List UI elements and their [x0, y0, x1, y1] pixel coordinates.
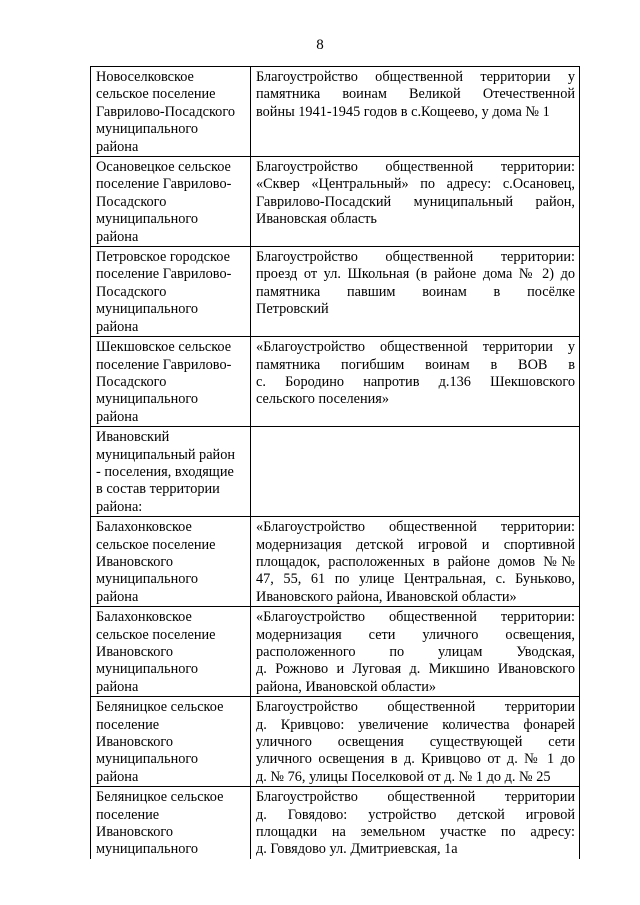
municipality-cell [91, 247, 251, 337]
project-line: площадки на земельном участке по адресу: [256, 824, 575, 841]
municipality-line: муниципальный район [96, 446, 236, 463]
table-row [91, 517, 580, 607]
municipality-line: района [96, 678, 139, 695]
project-line: д. Кривцово: увеличение количества фонарей [256, 716, 575, 733]
municipality-line: в состав территории [96, 481, 220, 498]
project-line: модернизация детской игровой и спортивной [256, 536, 575, 553]
project-cell [251, 607, 580, 697]
table-row [91, 157, 580, 247]
municipality-line: Осановецкое сельское [96, 159, 231, 176]
project-line: Благоустройство общественной территории [256, 699, 575, 716]
project-line: войны 1941-1945 годов в с.Кощеево, у дома № 1 [256, 103, 550, 120]
project-cell [251, 157, 580, 247]
municipality-line: муниципального [96, 661, 199, 678]
municipality-line: Ивановского [96, 553, 174, 570]
municipality-line: района: [96, 498, 143, 515]
project-line: «Благоустройство общественной территории у [256, 339, 575, 356]
municipality-line: поселение [96, 716, 160, 733]
municipality-line: муниципального [96, 841, 199, 858]
project-cell [251, 67, 580, 157]
project-line: Благоустройство общественной территории: [256, 159, 575, 176]
project-line: 47, 55, 61 по улице Центральная, с. Буньково, [256, 571, 575, 588]
municipality-line: сельское поселение [96, 86, 216, 103]
project-line: «Сквер «Центральный» по адресу: с.Осановец, [256, 176, 575, 193]
page-number: 8 [316, 37, 324, 53]
municipality-line: муниципального [96, 121, 199, 138]
project-line: д. № 76, улицы Поселковой от д. № 1 до д. № 25 [256, 768, 551, 785]
municipality-line: муниципального [96, 571, 199, 588]
project-line: Ивановская область [256, 211, 377, 228]
municipality-cell [91, 517, 251, 607]
municipality-line: сельское поселение [96, 626, 216, 643]
table-row [91, 607, 580, 697]
municipality-line: поселение [96, 806, 160, 823]
municipality-line: Шекшовское сельское [96, 339, 232, 356]
municipality-line: района [96, 588, 139, 605]
municipality-line: Ивановского [96, 644, 174, 660]
project-line: памятника воинам Великой Отечественной [256, 86, 575, 103]
municipality-line: Петровское городское [96, 249, 230, 266]
municipality-line: Посадского [96, 373, 167, 390]
municipality-line: района [96, 138, 139, 155]
project-line: «Благоустройство общественной территории: [256, 609, 575, 626]
project-line: д. Говядово: устройство детской игровой [256, 806, 575, 823]
municipality-line: Ивановского [96, 734, 174, 751]
project-cell [251, 787, 580, 859]
municipality-line: муниципального [96, 301, 199, 318]
project-line: Петровский [256, 301, 329, 318]
municipality-line: Гаврилово-Посадского [96, 103, 235, 120]
municipality-line: Беляницкое сельское [96, 699, 224, 716]
project-line: Гаврилово-Посадский муниципальный район, [256, 193, 575, 210]
project-line: «Благоустройство общественной территории: [256, 519, 575, 536]
municipality-line: поселение Гаврилово- [96, 356, 232, 373]
project-cell [251, 427, 580, 517]
project-line: расположенного по улицам Уводская, [256, 644, 575, 660]
project-line: д. Рожново и Луговая д. Микшино Ивановского [256, 661, 575, 678]
project-line: площадок, расположенных в районе домов №№ [256, 553, 575, 570]
municipality-line: муниципального [96, 391, 199, 408]
project-cell [251, 247, 580, 337]
municipality-line: района [96, 228, 139, 245]
project-line: уличного освещения в д. Кривцово от д. № 1 до [256, 751, 575, 768]
project-line: Благоустройство общественной территории: [256, 249, 575, 266]
municipality-line: поселение Гаврилово- [96, 176, 232, 193]
municipality-line: района [96, 408, 139, 425]
table-row [91, 697, 580, 787]
table-row [91, 247, 580, 337]
territories-table [90, 66, 580, 859]
table-body [91, 67, 580, 859]
project-line: памятника погибшим воинам в ВОВ в [256, 356, 575, 373]
project-cell [251, 517, 580, 607]
municipality-line: Ивановский [96, 429, 170, 446]
municipality-line: поселение Гаврилово- [96, 266, 232, 283]
municipality-line: Посадского [96, 193, 167, 210]
municipality-cell [91, 157, 251, 247]
project-line: Благоустройство общественной территории [256, 789, 575, 806]
municipality-line: Новоселковское [96, 69, 194, 85]
municipality-line: Ивановского [96, 824, 174, 841]
table-row [91, 787, 580, 859]
municipality-line: - поселения, входящие [96, 463, 234, 480]
municipality-line: муниципального [96, 211, 199, 228]
municipality-line: Балахонковское [96, 519, 192, 536]
municipality-line: муниципального [96, 751, 199, 768]
municipality-line: Балахонковское [96, 609, 192, 626]
table-row [91, 67, 580, 157]
table-row [91, 427, 580, 517]
municipality-cell [91, 427, 251, 517]
project-cell [251, 697, 580, 787]
municipality-cell [91, 607, 251, 697]
municipality-line: района [96, 768, 139, 785]
project-line: модернизация сети уличного освещения, [256, 626, 575, 643]
project-line: сельского поселения» [256, 391, 389, 408]
project-line: с. Бородино напротив д.136 Шекшовского [256, 373, 575, 390]
municipality-line: Беляницкое сельское [96, 789, 224, 806]
project-line: уличного освещения существующей сети [256, 734, 575, 751]
table-row [91, 337, 580, 427]
project-line: проезд от ул. Школьная (в районе дома № 2) до [256, 266, 575, 283]
project-line: Благоустройство общественной территории у [256, 69, 575, 85]
project-cell [251, 337, 580, 427]
project-line: д. Говядово ул. Дмитриевская, 1а [256, 841, 458, 858]
municipality-cell [91, 787, 251, 859]
municipality-line: Посадского [96, 283, 167, 300]
municipality-line: района [96, 318, 139, 335]
municipality-cell [91, 337, 251, 427]
project-line: Ивановского района, Ивановской области» [256, 588, 517, 605]
municipality-line: сельское поселение [96, 536, 216, 553]
project-line: района, Ивановской области» [256, 678, 437, 695]
municipality-cell [91, 697, 251, 787]
municipality-cell [91, 67, 251, 157]
project-line: памятника павшим воинам в посёлке [256, 283, 575, 300]
